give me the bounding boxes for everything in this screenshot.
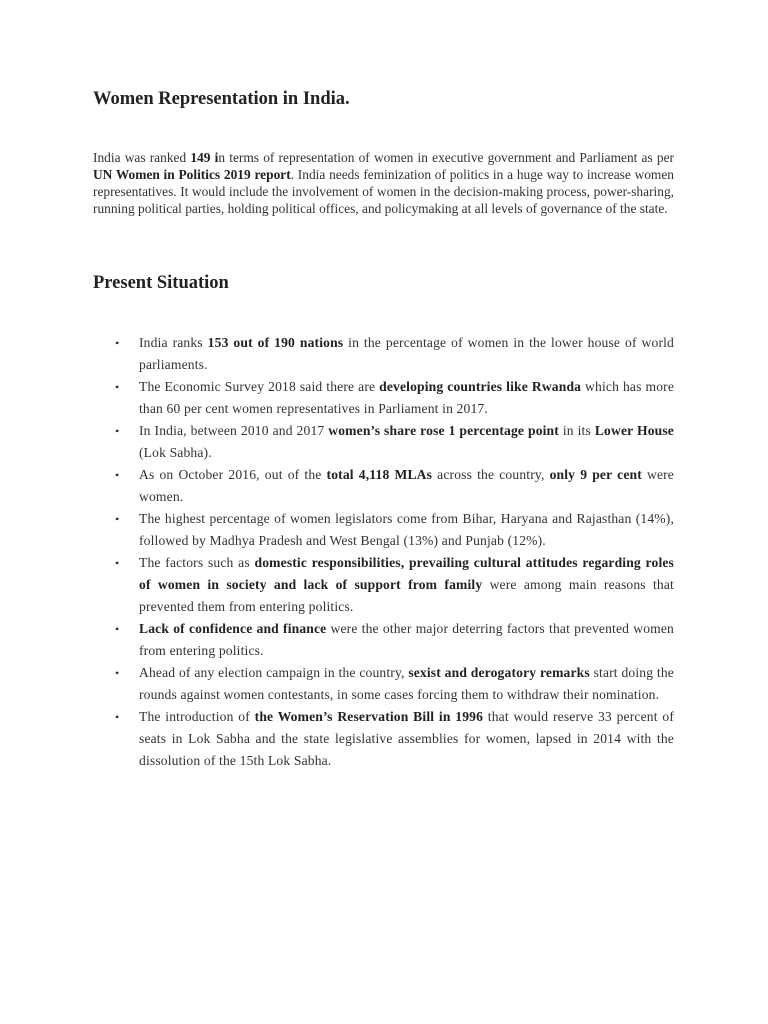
bullet-item [115, 662, 674, 706]
bullet-bold-text: women’s share rose 1 percentage point [328, 423, 559, 438]
bullet-text: in the percentage of women in the lower house of world parliaments. [139, 335, 674, 372]
bullet-bold-text: sexist and derogatory remarks [408, 665, 590, 680]
bullet-text: In India, between 2010 and 2017 [139, 423, 329, 438]
intro-paragraph [93, 149, 674, 217]
bullet-text: that would reserve 33 percent of seats in Lok Sabha and the state legislative assemblies for women, lapsed in 2014 with the dissolution of the 15th Lok Sabha. [139, 709, 674, 768]
section-title: Present Situation [93, 273, 229, 293]
bullet-text: The introduction of [139, 709, 255, 724]
intro-text: . India needs feminization of politics in a huge way to increase women representatives. It would include the involvement of women in the decision-making process, power-sharing, running political parties, holding political offices, and policymaking at all levels of governance of the state. [93, 167, 674, 216]
bullet-marker: • [115, 424, 120, 438]
bullet-text: start doing the rounds against women contestants, in some cases forcing them to withdraw their nomination. [139, 665, 674, 702]
bullet-bold-text: developing countries like Rwanda [379, 379, 582, 394]
bullet-marker: • [115, 512, 120, 526]
bullet-bold-text: Lack of confidence and finance [139, 621, 327, 636]
bullet-marker: • [115, 710, 120, 724]
bullet-item [115, 706, 674, 772]
intro-text: India was ranked [93, 150, 191, 165]
bullet-marker: • [115, 622, 120, 636]
bullet-marker: • [115, 380, 120, 394]
bullet-text: Ahead of any election campaign in the country, [139, 665, 409, 680]
bullet-text: across the country, [432, 467, 550, 482]
bullet-text: were women. [139, 467, 674, 504]
bullet-bold-text: domestic responsibilities, prevailing cultural attitudes regarding roles of women in society and lack of support from family [139, 555, 674, 592]
document-title: Women Representation in India. [93, 89, 350, 109]
bullet-text: in its [558, 423, 595, 438]
bullet-text: The factors such as [139, 555, 255, 570]
bullet-item [115, 508, 674, 552]
bullet-text: As on October 2016, out of the [139, 467, 327, 482]
bullet-list [115, 332, 674, 772]
bullet-text: (Lok Sabha). [139, 445, 212, 460]
bullet-marker: • [115, 468, 120, 482]
intro-bold-text: UN Women in Politics 2019 report [93, 167, 291, 182]
intro-text: n terms of representation of women in executive government and Parliament as per [218, 150, 674, 165]
bullet-item [115, 420, 674, 464]
bullet-text: which has more than 60 per cent women representatives in Parliament in 2017. [139, 379, 674, 416]
bullet-bold-text: total 4,118 MLAs [326, 467, 433, 482]
bullet-bold-text: the Women’s Reservation Bill in 1996 [254, 709, 484, 724]
bullet-marker: • [115, 556, 120, 570]
intro-bold-text: 149 i [190, 150, 219, 165]
bullet-marker: • [115, 666, 120, 680]
bullet-item [115, 376, 674, 420]
bullet-item [115, 464, 674, 508]
bullet-bold-text: only 9 per cent [549, 467, 642, 482]
bullet-marker: • [115, 336, 120, 350]
bullet-bold-text: Lower House [594, 423, 674, 438]
bullet-text: were the other major deterring factors that prevented women from entering politics. [139, 621, 674, 658]
bullet-text: were among main reasons that prevented them from entering politics. [139, 577, 674, 614]
bullet-item [115, 332, 674, 376]
bullet-item [115, 552, 674, 618]
bullet-item [115, 618, 674, 662]
bullet-text: The Economic Survey 2018 said there are [139, 379, 380, 394]
bullet-text: The highest percentage of women legislators come from Bihar, Haryana and Rajasthan (14%), followed by Madhya Pradesh and West Bengal (13%) and Punjab (12%). [139, 511, 674, 548]
bullet-text: India ranks [139, 335, 208, 350]
bullet-bold-text: 153 out of 190 nations [207, 335, 344, 350]
